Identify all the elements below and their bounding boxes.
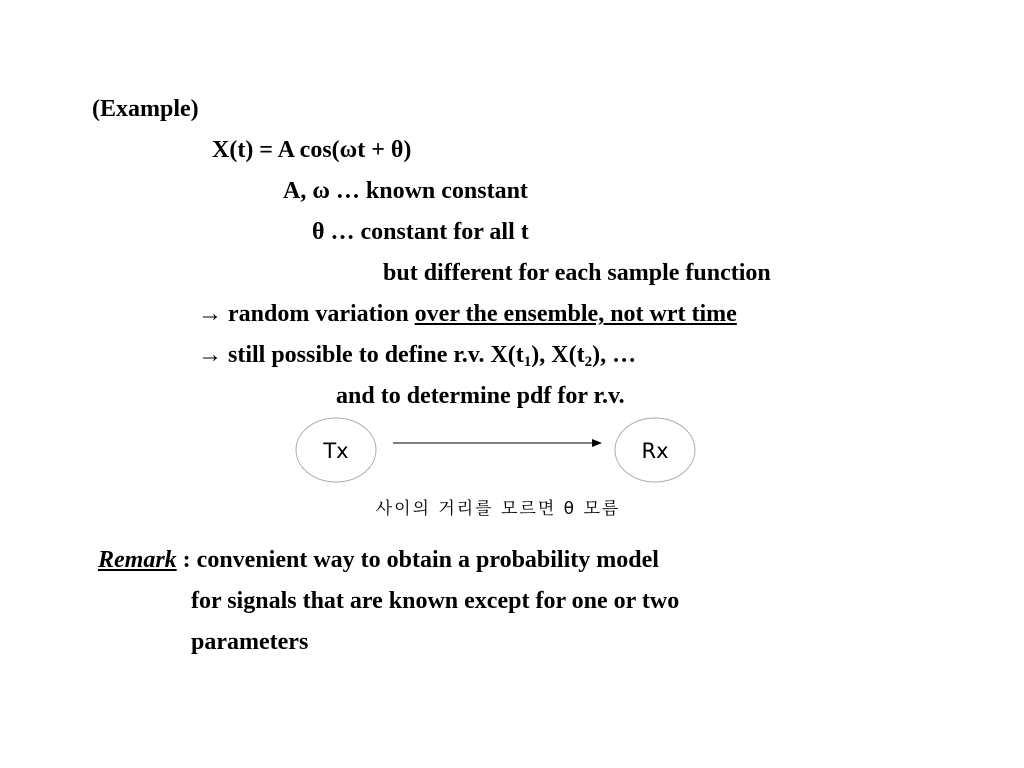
pdf-line: and to determine pdf for r.v. — [336, 383, 625, 409]
theta-line: θ … constant for all t — [312, 219, 529, 245]
sample-function-line: but different for each sample function — [383, 260, 771, 286]
diagram-caption: 사이의 거리를 모르면 θ 모름 — [375, 499, 621, 519]
remark-line-1 — [98, 546, 659, 574]
equation: X(t) = A cos(ωt + θ) — [212, 137, 412, 163]
remark-line-1-text: : convenient way to obtain a probability model — [176, 547, 659, 573]
define-rv-prefix: → still possible to define r.v. X(t — [198, 342, 524, 368]
remark-line-2: for signals that are known except for one or two — [191, 588, 680, 614]
subscript-2: 2 — [584, 354, 593, 370]
tx-label: Tx — [323, 439, 349, 463]
define-rv-suffix: ), … — [592, 342, 637, 368]
random-variation-underlined: over the ensemble, not wrt time — [414, 301, 737, 327]
subscript-1: 1 — [523, 354, 532, 370]
remark-word: Remark — [98, 547, 177, 573]
define-rv-mid: ), X(t — [531, 342, 585, 368]
random-variation-prefix: → random variation — [198, 301, 415, 327]
constants-line: A, ω … known constant — [283, 178, 528, 204]
remark-line-3: parameters — [191, 629, 309, 655]
rx-label: Rx — [641, 439, 669, 463]
example-heading: (Example) — [92, 96, 199, 122]
